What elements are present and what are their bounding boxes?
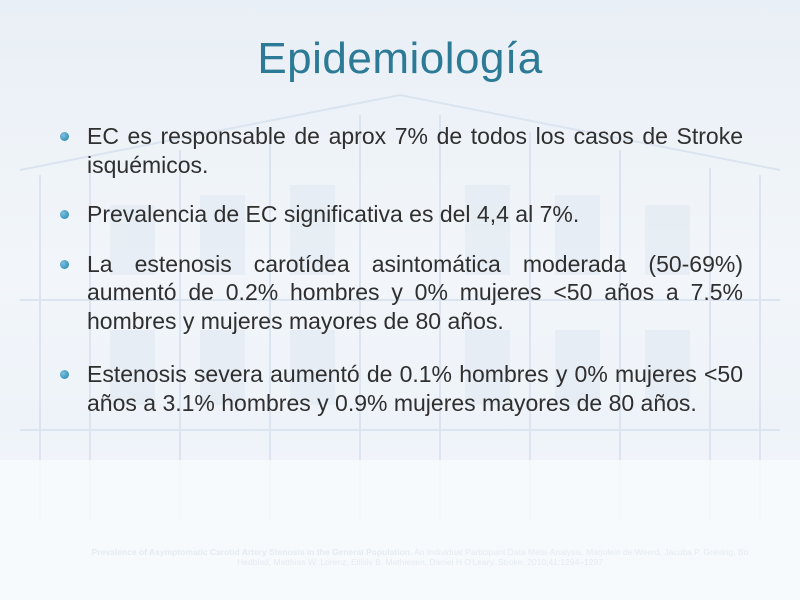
reference-title: Prevalence of Asymptomatic Carotid Artery Stenosis in the General Population.	[91, 547, 413, 557]
bullet-item	[60, 200, 743, 229]
bullet-text: EC es responsable de aprox 7% de todos los casos de Stroke isquémicos.	[87, 123, 743, 178]
bullet-text: La estenosis carotídea asintomática moderada (50-69%) aumentó de 0.2% hombres y 0% mujeres <50 años a 7.5% hombres y mujeres mayores de 80 años.	[87, 250, 743, 334]
bullet-text: Estenosis severa aumentó de 0.1% hombres y 0% mujeres <50 años a 3.1% hombres y 0.9% mujeres mayores de 80 años.	[87, 361, 743, 416]
bullet-dot-icon	[60, 260, 69, 269]
bullet-text: Prevalencia de EC significativa es del 4,4 al 7%.	[87, 201, 580, 227]
reference-details: An Individual Participant Data Meta-Analysis. Marjolein de Weerd, Jacoba P. Greving, Bo Hedblad, Matthias W. Lorenz, Ellisiv B. Mathiesen, Daniel H O'Leary. Stroke. 2010;41:1294–1297	[237, 547, 749, 567]
bullet-item	[60, 360, 743, 417]
bullet-dot-icon	[60, 370, 69, 379]
bullet-item	[60, 122, 743, 179]
slide-title: Epidemiología	[257, 34, 543, 83]
bullet-list	[60, 122, 743, 438]
reference-citation	[82, 547, 758, 567]
bullet-item	[60, 250, 743, 336]
bullet-dot-icon	[60, 132, 69, 141]
bullet-dot-icon	[60, 210, 69, 219]
